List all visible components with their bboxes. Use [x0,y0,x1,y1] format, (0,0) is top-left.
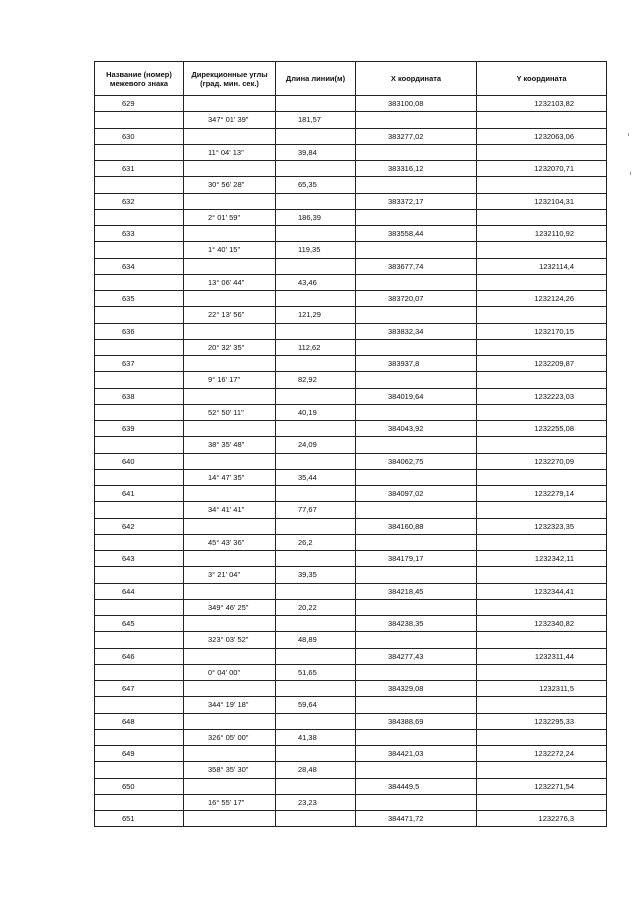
direction-angle-cell: 326° 05' 00" [184,730,275,746]
point-name-cell: 640 [95,454,183,470]
empty-cell [184,194,275,210]
line-length-cell: 41,38 [276,730,355,746]
empty-cell [477,470,606,486]
point-name-cell: 631 [95,161,183,177]
empty-cell [95,535,183,551]
empty-cell [356,177,476,193]
empty-cell [276,779,355,795]
direction-angle-cell: 14° 47' 35" [184,470,275,486]
y-coordinate-cell: 1232209,87 [477,356,606,372]
empty-cell [184,389,275,405]
line-length-cell: 48,89 [276,632,355,648]
empty-cell [477,145,606,161]
line-length-cell: 43,46 [276,275,355,291]
empty-cell [184,519,275,535]
direction-angle-cell: 45° 43' 36" [184,535,275,551]
direction-angle-cell: 34° 41' 41" [184,502,275,518]
empty-cell [477,632,606,648]
header-point-name: Название (номер) межевого знака [95,62,184,96]
empty-cell [184,714,275,730]
line-length-cell: 39,35 [276,567,355,583]
line-length-cell: 24,09 [276,437,355,453]
empty-cell [276,486,355,502]
empty-cell [356,535,476,551]
empty-cell [356,600,476,616]
empty-cell [477,535,606,551]
empty-cell [356,112,476,128]
y-coordinate-cell: 1232110,92 [477,226,606,242]
empty-cell [95,145,183,161]
direction-angle-cell: 20° 32' 35" [184,340,275,356]
line-length-cell: 40,19 [276,405,355,421]
empty-cell [95,730,183,746]
line-length-cell: 77,67 [276,502,355,518]
line-length-cell: 20,22 [276,600,355,616]
empty-cell [95,177,183,193]
line-length-cell: 65,35 [276,177,355,193]
empty-cell [184,454,275,470]
y-coordinate-cell: 1232170,15 [477,324,606,340]
empty-cell [356,567,476,583]
point-name-cell: 637 [95,356,183,372]
x-coordinate-cell: 383937,8 [356,356,476,372]
header-direction-angle: Дирекционные углы (град. мин. сек.) [184,62,276,96]
y-coordinate-cell: 1232063,06 [477,129,606,145]
y-coordinate-cell: 1232114,4 [477,259,606,275]
empty-cell [184,226,275,242]
x-coordinate-cell: 383277,02 [356,129,476,145]
x-coordinate-cell: 383558,44 [356,226,476,242]
empty-cell [477,340,606,356]
empty-cell [276,356,355,372]
point-name-cell: 648 [95,714,183,730]
empty-cell [477,372,606,388]
empty-cell [95,437,183,453]
y-coordinate-cell: 1232223,03 [477,389,606,405]
x-coordinate-cell: 384471,72 [356,811,476,827]
empty-cell [95,372,183,388]
empty-cell [276,259,355,275]
empty-cell [356,242,476,258]
line-length-cell: 28,48 [276,762,355,778]
x-coordinate-cell: 383316,12 [356,161,476,177]
empty-cell [477,600,606,616]
empty-cell [184,324,275,340]
empty-cell [95,665,183,681]
x-coordinate-cell: 383100,08 [356,96,476,112]
empty-cell [184,811,275,827]
empty-cell [356,470,476,486]
empty-cell [477,437,606,453]
point-name-cell: 630 [95,129,183,145]
empty-cell [95,112,183,128]
y-coordinate-cell: 1232272,24 [477,746,606,762]
line-length-cell: 26,2 [276,535,355,551]
empty-cell [95,405,183,421]
empty-cell [184,291,275,307]
empty-cell [477,567,606,583]
empty-cell [95,470,183,486]
empty-cell [276,96,355,112]
line-length-cell: 51,65 [276,665,355,681]
empty-cell [184,356,275,372]
empty-cell [356,632,476,648]
empty-cell [356,405,476,421]
empty-cell [184,259,275,275]
point-name-cell: 636 [95,324,183,340]
line-length-cell: 82,92 [276,372,355,388]
empty-cell [95,242,183,258]
direction-angle-cell: 30° 56' 28" [184,177,275,193]
x-coordinate-cell: 384388,69 [356,714,476,730]
direction-angle-cell: 9° 16' 17" [184,372,275,388]
direction-angle-cell: 358° 35' 30" [184,762,275,778]
empty-cell [477,795,606,811]
empty-cell [95,600,183,616]
y-coordinate-cell: 1232323,35 [477,519,606,535]
point-name-cell: 643 [95,551,183,567]
point-name-cell: 646 [95,649,183,665]
x-coordinate-cell: 383677,74 [356,259,476,275]
empty-cell [184,161,275,177]
empty-cell [276,129,355,145]
empty-cell [477,405,606,421]
empty-cell [95,340,183,356]
point-name-cell: 629 [95,96,183,112]
empty-cell [276,584,355,600]
empty-cell [276,616,355,632]
x-coordinate-cell: 384277,43 [356,649,476,665]
empty-cell [276,389,355,405]
empty-cell [477,275,606,291]
x-coordinate-cell: 384160,88 [356,519,476,535]
empty-cell [276,161,355,177]
empty-cell [477,112,606,128]
empty-cell [184,551,275,567]
direction-angle-cell: 3° 21' 04" [184,567,275,583]
x-coordinate-cell: 384421,03 [356,746,476,762]
line-length-cell: 59,64 [276,697,355,713]
y-coordinate-cell: 1232342,11 [477,551,606,567]
y-coordinate-cell: 1232270,09 [477,454,606,470]
empty-cell [184,96,275,112]
x-coordinate-cell: 384329,08 [356,681,476,697]
empty-cell [276,194,355,210]
empty-cell [477,665,606,681]
direction-angle-cell: 349° 46' 25" [184,600,275,616]
empty-cell [356,697,476,713]
empty-cell [356,275,476,291]
empty-cell [276,681,355,697]
direction-angle-cell: 0° 04' 00" [184,665,275,681]
y-coordinate-cell: 1232104,31 [477,194,606,210]
line-length-cell: 186,39 [276,210,355,226]
empty-cell [477,307,606,323]
empty-cell [356,437,476,453]
x-coordinate-cell: 384218,45 [356,584,476,600]
x-coordinate-cell: 383832,34 [356,324,476,340]
empty-cell [276,649,355,665]
line-length-cell: 23,23 [276,795,355,811]
y-coordinate-cell: 1232255,08 [477,421,606,437]
direction-angle-cell: 1° 40' 15" [184,242,275,258]
x-coordinate-cell: 384449,5 [356,779,476,795]
point-name-cell: 649 [95,746,183,762]
point-name-cell: 642 [95,519,183,535]
empty-cell [276,324,355,340]
point-name-cell: 651 [95,811,183,827]
empty-cell [477,210,606,226]
empty-cell [276,551,355,567]
line-length-cell: 121,29 [276,307,355,323]
point-name-cell: 645 [95,616,183,632]
header-y-coordinate: Y координата [477,62,607,96]
x-coordinate-cell: 383372,17 [356,194,476,210]
coordinates-table [94,61,607,827]
y-coordinate-cell: 1232311,44 [477,649,606,665]
empty-cell [477,730,606,746]
empty-cell [276,226,355,242]
y-coordinate-cell: 1232271,54 [477,779,606,795]
empty-cell [184,584,275,600]
point-name-cell: 632 [95,194,183,210]
point-name-cell: 638 [95,389,183,405]
empty-cell [356,795,476,811]
point-name-cell: 639 [95,421,183,437]
empty-cell [95,502,183,518]
empty-cell [276,291,355,307]
empty-cell [95,762,183,778]
empty-cell [95,307,183,323]
empty-cell [184,486,275,502]
empty-cell [184,616,275,632]
empty-cell [356,665,476,681]
empty-cell [95,795,183,811]
empty-cell [356,340,476,356]
y-coordinate-cell: 1232295,33 [477,714,606,730]
line-length-cell: 112,62 [276,340,355,356]
empty-cell [356,730,476,746]
empty-cell [95,632,183,648]
line-length-column [276,96,356,827]
y-coordinate-cell: 1232103,82 [477,96,606,112]
x-coordinate-cell: 384019,64 [356,389,476,405]
line-length-cell: 119,35 [276,242,355,258]
y-coordinate-cell: 1232124,26 [477,291,606,307]
direction-angle-cell: 323° 03' 52" [184,632,275,648]
direction-angle-cell: 13° 06' 44" [184,275,275,291]
empty-cell [95,210,183,226]
line-length-cell: 35,44 [276,470,355,486]
scan-speck [628,133,629,136]
empty-cell [356,307,476,323]
direction-angle-cell: 11° 04' 13" [184,145,275,161]
line-length-cell: 39,84 [276,145,355,161]
x-coordinate-cell: 383720,07 [356,291,476,307]
point-name-cell: 644 [95,584,183,600]
x-coordinate-cell: 384043,92 [356,421,476,437]
direction-angle-cell: 16° 55' 17" [184,795,275,811]
point-name-cell: 633 [95,226,183,242]
point-name-cell: 641 [95,486,183,502]
empty-cell [356,502,476,518]
header-line-length: Длина линии(м) [276,62,356,96]
table-body [95,96,607,827]
empty-cell [276,454,355,470]
empty-cell [356,145,476,161]
point-name-cell: 650 [95,779,183,795]
point-name-cell: 647 [95,681,183,697]
direction-angle-cell: 52° 50' 11" [184,405,275,421]
x-coordinate-cell: 384179,17 [356,551,476,567]
empty-cell [184,779,275,795]
x-coordinate-cell: 384097,02 [356,486,476,502]
direction-angle-cell: 38° 35' 48" [184,437,275,453]
empty-cell [356,372,476,388]
empty-cell [95,697,183,713]
empty-cell [477,177,606,193]
y-coordinate-cell: 1232276,3 [477,811,606,827]
empty-cell [356,210,476,226]
scan-speck [630,172,631,175]
table-header [95,62,607,96]
x-coordinate-column [356,96,477,827]
line-length-cell: 181,57 [276,112,355,128]
empty-cell [276,421,355,437]
empty-cell [184,129,275,145]
empty-cell [276,811,355,827]
y-coordinate-cell: 1232279,14 [477,486,606,502]
y-coordinate-cell: 1232344,41 [477,584,606,600]
point-name-cell: 635 [95,291,183,307]
y-coordinate-column [477,96,607,827]
empty-cell [477,502,606,518]
direction-angle-cell: 22° 13' 56" [184,307,275,323]
x-coordinate-cell: 384238,35 [356,616,476,632]
empty-cell [276,714,355,730]
empty-cell [184,421,275,437]
empty-cell [184,746,275,762]
empty-cell [477,697,606,713]
y-coordinate-cell: 1232340,82 [477,616,606,632]
empty-cell [95,567,183,583]
empty-cell [477,242,606,258]
header-x-coordinate: X координата [356,62,477,96]
empty-cell [276,519,355,535]
direction-angle-cell: 2° 01' 59" [184,210,275,226]
empty-cell [184,649,275,665]
direction-angle-cell: 344° 19' 18" [184,697,275,713]
empty-cell [356,762,476,778]
empty-cell [95,275,183,291]
empty-cell [276,746,355,762]
empty-cell [184,681,275,697]
x-coordinate-cell: 384062,75 [356,454,476,470]
direction-angle-cell: 347° 01' 39" [184,112,275,128]
point-name-cell: 634 [95,259,183,275]
y-coordinate-cell: 1232070,71 [477,161,606,177]
direction-angle-column [184,96,276,827]
y-coordinate-cell: 1232311,5 [477,681,606,697]
empty-cell [477,762,606,778]
point-name-column [95,96,184,827]
